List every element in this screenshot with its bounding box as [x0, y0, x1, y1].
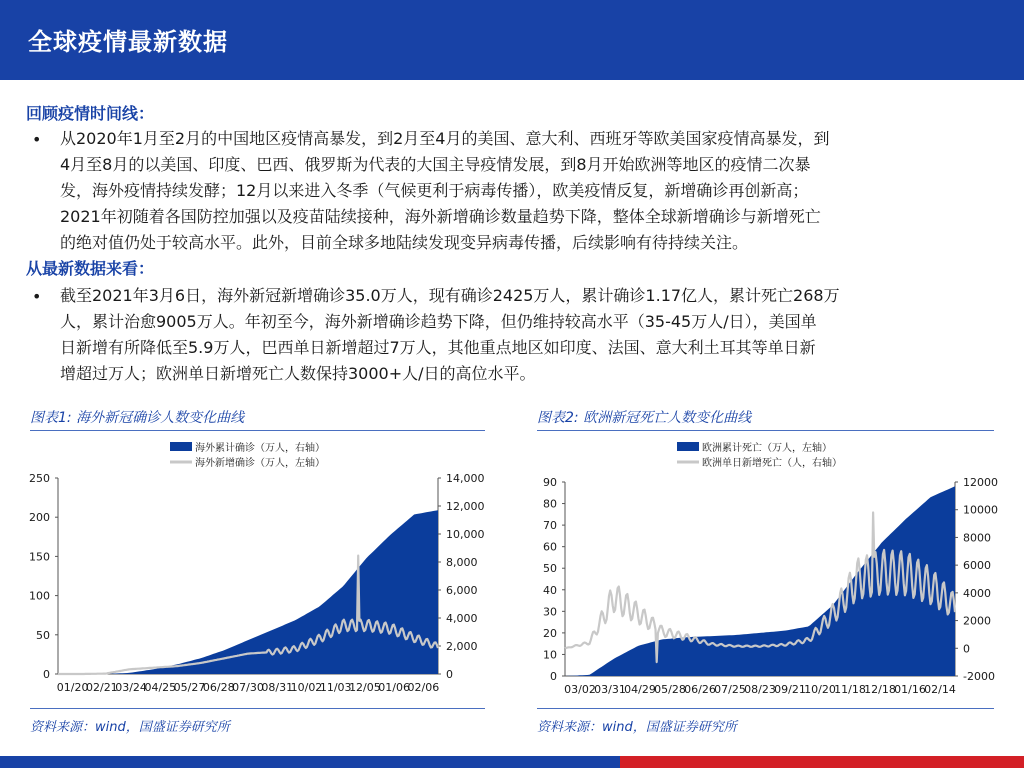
x-tick-label: 03/02: [564, 683, 596, 696]
footer-blue-bar: [0, 756, 620, 768]
chart2-source: 资料来源：wind，国盛证券研究所: [537, 720, 737, 735]
legend-label-line: 海外新增确诊（万人，左轴）: [195, 458, 325, 469]
x-tick-label: 01/06: [378, 681, 411, 694]
left-tick-label: 200: [29, 511, 50, 525]
legend-swatch-area: [170, 442, 192, 451]
x-tick-label: 02/21: [85, 681, 118, 694]
x-tick-label: 07/30: [232, 681, 264, 694]
chart2-caption-rule: [537, 430, 994, 431]
bullet-point: •: [32, 287, 42, 306]
chart2-source-rule: [537, 708, 994, 709]
x-tick-label: 03/24: [115, 681, 147, 694]
right-tick-label: 8000: [963, 531, 991, 545]
x-tick-label: 06/28: [202, 681, 235, 694]
paragraph-line: 发，海外疫情持续发酵；12月以来进入冬季（气候更利于病毒传播），欧美疫情反复，新增确诊再创新高；: [60, 181, 809, 200]
right-tick-label: 0: [963, 642, 970, 656]
europe-deaths-chart: [527, 432, 1002, 704]
left-tick-label: 100: [29, 589, 50, 603]
x-tick-label: 09/21: [774, 683, 806, 696]
left-tick-label: 90: [543, 476, 557, 489]
x-tick-label: 12/18: [864, 683, 896, 696]
x-tick-label: 10/02: [290, 681, 323, 694]
x-tick-label: 02/14: [924, 683, 956, 696]
x-tick-label: 11/03: [319, 681, 352, 694]
x-tick-label: 07/25: [714, 683, 746, 696]
x-tick-label: 01/20: [56, 681, 89, 694]
left-tick-label: 30: [543, 605, 557, 619]
right-tick-label: 10000: [963, 503, 998, 517]
right-tick-label: 6000: [963, 559, 991, 573]
right-tick-label: 2000: [963, 614, 991, 628]
overseas-cases-chart: [20, 432, 490, 704]
right-tick-label: 14,000: [446, 472, 485, 485]
timeline-heading: 回顾疫情时间线：: [26, 104, 155, 123]
legend-label-area: 海外累计确诊（万人，右轴）: [195, 443, 325, 454]
right-tick-label: 8,000: [446, 556, 478, 569]
series-area-chart1: [58, 510, 438, 674]
x-tick-label: 05/27: [173, 681, 206, 694]
paragraph-line: 日新增有所降低至5.9万人，巴西单日新增超过7万人，其他重点地区如印度、法国、意大利土耳其等单日新: [60, 338, 816, 357]
page-title: 全球疫情最新数据: [28, 28, 228, 56]
paragraph-line: 截至2021年3月6日，海外新冠新增确诊35.0万人，现有确诊2425万人，累计确诊1.17亿人，累计死亡268万: [60, 286, 840, 305]
right-tick-label: 4,000: [446, 612, 478, 625]
x-tick-label: 08/31: [261, 681, 294, 694]
latest-data-heading: 从最新数据来看：: [26, 259, 155, 278]
paragraph-line: 的绝对值仍处于较高水平。此外，目前全球多地陆续发现变异病毒传播，后续影响有待持续关注。: [60, 233, 749, 252]
right-tick-label: 2,000: [446, 640, 478, 653]
x-tick-label: 06/26: [684, 683, 716, 696]
x-tick-label: 01/16: [894, 683, 926, 696]
left-tick-label: 80: [543, 497, 557, 511]
x-tick-label: 11/18: [834, 683, 866, 696]
left-tick-label: 0: [550, 670, 557, 683]
chart1-caption: 图表1: 海外新冠确诊人数变化曲线: [30, 410, 245, 426]
left-tick-label: 70: [543, 519, 557, 533]
x-tick-label: 04/25: [144, 681, 177, 694]
left-tick-label: 10: [543, 648, 557, 662]
right-tick-label: -2000: [963, 670, 995, 683]
x-tick-label: 12/05: [349, 681, 381, 694]
left-tick-label: 0: [43, 668, 50, 681]
latest-data-paragraph: [60, 283, 1004, 387]
left-tick-label: 250: [29, 472, 50, 485]
left-tick-label: 60: [543, 540, 557, 554]
x-tick-label: 10/20: [804, 683, 836, 696]
footer-red-bar: [620, 756, 1024, 768]
right-tick-label: 4000: [963, 586, 991, 600]
left-tick-label: 20: [543, 626, 557, 640]
right-tick-label: 12000: [963, 476, 998, 489]
x-tick-label: 04/29: [624, 683, 656, 696]
legend-label-area: 欧洲累计死亡（万人，左轴）: [702, 443, 832, 454]
right-tick-label: 0: [446, 668, 453, 681]
timeline-paragraph: [60, 126, 1004, 256]
x-tick-label: 08/23: [744, 683, 776, 696]
right-tick-label: 6,000: [446, 584, 478, 597]
chart1-caption-rule: [30, 430, 485, 431]
paragraph-line: 人，累计治愈9005万人。年初至今，海外新增确诊趋势下降，但仍维持较高水平（35-45万人/日），美国单: [60, 312, 817, 331]
legend-swatch-area: [677, 442, 699, 451]
right-tick-label: 12,000: [446, 500, 485, 513]
right-tick-label: 10,000: [446, 528, 485, 541]
x-tick-label: 05/28: [654, 683, 686, 696]
bullet-point: •: [32, 130, 42, 149]
x-tick-label: 02/06: [407, 681, 440, 694]
left-tick-label: 40: [543, 583, 557, 597]
chart1-source: 资料来源：wind，国盛证券研究所: [30, 720, 230, 735]
paragraph-line: 增超过万人；欧洲单日新增死亡人数保持3000+人/日的高位水平。: [60, 364, 536, 383]
paragraph-line: 从2020年1月至2月的中国地区疫情高暴发，到2月至4月的美国、意大利、西班牙等欧美国家疫情高暴发，到: [60, 129, 830, 148]
paragraph-line: 4月至8月的以美国、印度、巴西、俄罗斯为代表的大国主导疫情发展，到8月开始欧洲等地区的疫情二次暴: [60, 155, 811, 174]
paragraph-line: 2021年初随着各国防控加强以及疫苗陆续接种，海外新增确诊数量趋势下降，整体全球新增确诊与新增死亡: [60, 207, 821, 226]
chart1-source-rule: [30, 708, 485, 709]
left-tick-label: 50: [543, 562, 557, 576]
left-tick-label: 50: [36, 628, 50, 642]
x-tick-label: 03/31: [594, 683, 626, 696]
left-tick-label: 150: [29, 550, 50, 564]
chart2-caption: 图表2: 欧洲新冠死亡人数变化曲线: [537, 410, 752, 426]
legend-label-line: 欧洲单日新增死亡（人，右轴）: [702, 458, 842, 469]
